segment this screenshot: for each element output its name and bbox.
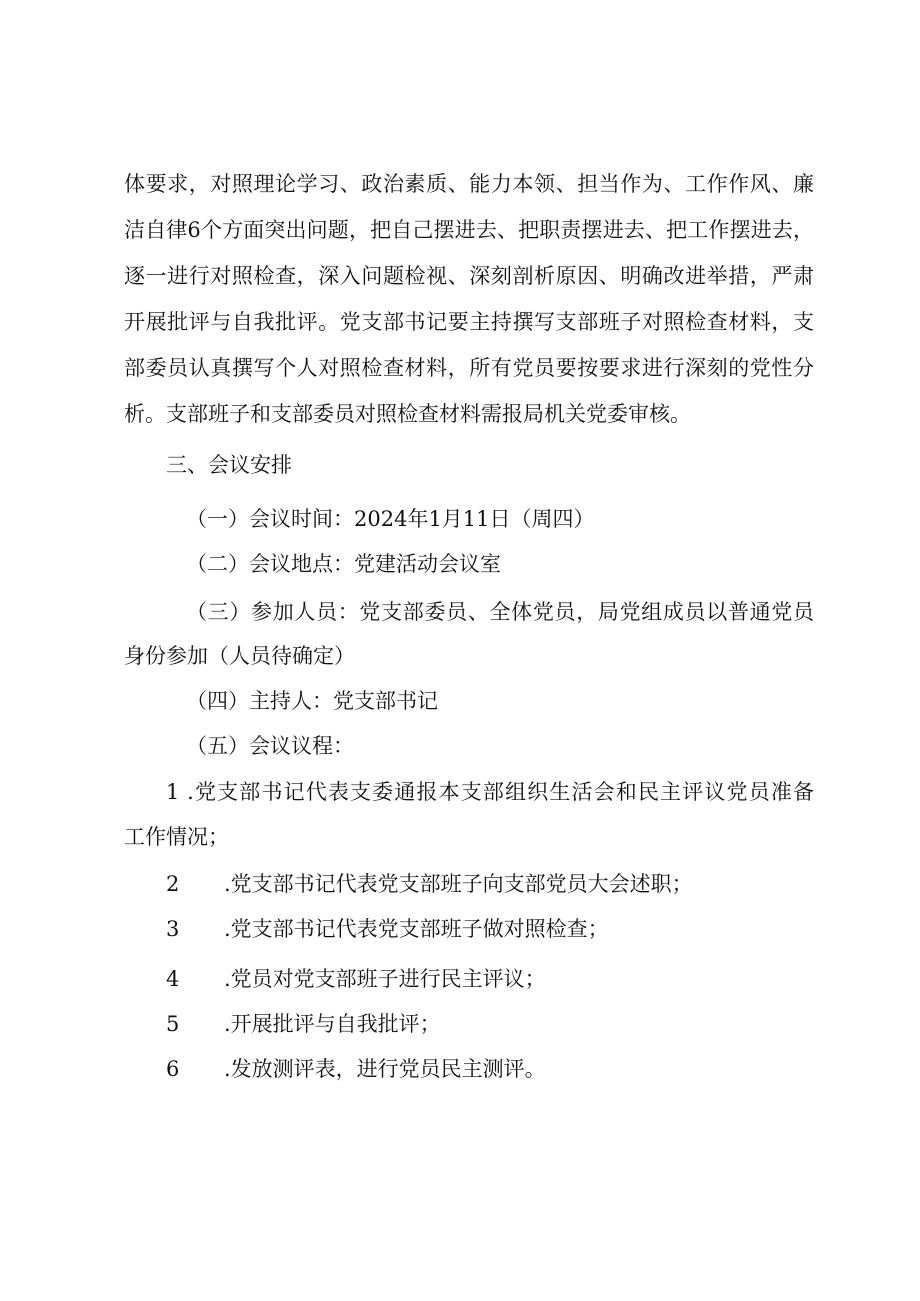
agenda-item-number: 6 [166,1057,180,1081]
agenda-item-text: .党支部书记代表党支部班子做对照检查； [224,917,609,941]
agenda-item-text: .党支部书记代表党支部班子向支部党员大会述职； [224,872,693,896]
paragraph-line-1: 体要求，对照理论学习、政治素质、能力本领、担当作为、工作作风、廉 [124,172,814,196]
agenda-item [166,1006,441,1042]
agenda-item [166,1051,546,1087]
paragraph-line-4: 开展批评与自我批评。党支部书记要主持撰写支部班子对照检查材料，支 [124,310,814,334]
agenda-item-number: 3 [166,917,180,941]
agenda-title: （五）会议议程： [186,734,354,758]
agenda-item-1-line-1: 1 .党支部书记代表支委通报本支部组织生活会和民主评议党员准备 [166,780,814,804]
paragraph-line-3: 逐一进行对照检查，深入问题检视、深刻剖析原因、明确改进举措，严肃 [124,264,814,288]
agenda-item-number: 4 [166,967,180,991]
agenda-item [166,961,546,997]
agenda-item-number: 2 [166,872,180,896]
agenda-item-text: .开展批评与自我批评； [224,1012,441,1036]
agenda-item-text: .党员对党支部班子进行民主评议； [224,967,546,991]
meeting-time: （一）会议时间：2024年1月11日（周四） [186,507,595,531]
meeting-host: （四）主持人：党支部书记 [186,689,438,713]
agenda-item-text: .发放测评表，进行党员民主测评。 [224,1057,546,1081]
agenda-item-1-line-2: 工作情况； [124,825,229,849]
meeting-attendees-line-1: （三）参加人员：党支部委员、全体党员，局党组成员以普通党员 [186,600,814,624]
agenda-item-number: 5 [166,1012,180,1036]
meeting-place: （二）会议地点：党建活动会议室 [186,552,501,576]
paragraph-line-2: 洁自律6个方面突出问题，把自己摆进去、把职责摆进去、把工作摆进去， [124,218,814,242]
section-heading: 三、会议安排 [166,453,292,477]
agenda-item [166,866,693,902]
paragraph-line-5: 部委员认真撰写个人对照检查材料，所有党员要按要求进行深刻的党性分 [124,356,814,380]
paragraph-line-6: 析。支部班子和支部委员对照检查材料需报局机关党委审核。 [124,402,691,426]
agenda-item [166,911,609,947]
meeting-attendees-line-2: 身份参加（人员待确定） [124,644,355,668]
